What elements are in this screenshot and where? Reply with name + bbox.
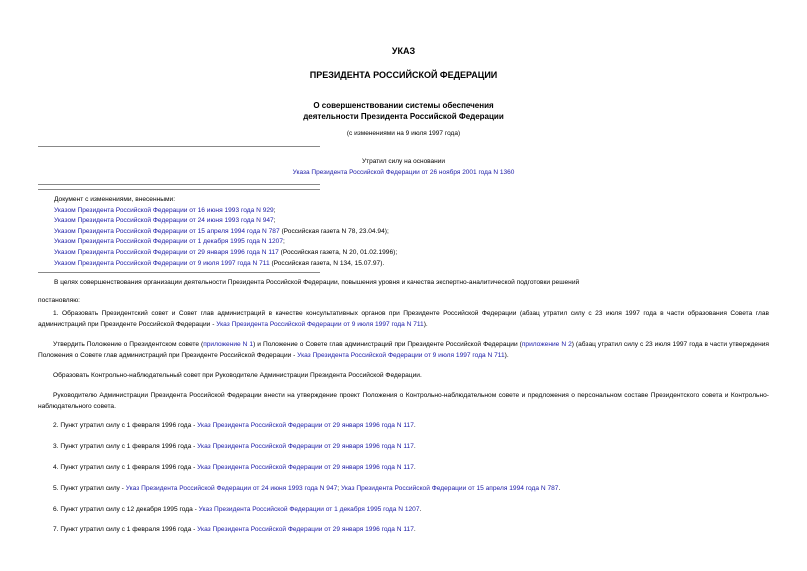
amendment-item: Указом Президента Российской Федерации от 16 июня 1993 года N 929; bbox=[54, 206, 276, 214]
point-5: 5. Пункт утратил силу - Указ Президента Российской Федерации от 24 июня 1993 года N 947; Указ Президента Российской Федерации от 15 апреля 1994 года N 787. bbox=[53, 485, 561, 492]
appendix-1-link[interactable]: приложение N 1 bbox=[203, 341, 254, 348]
amendment-link[interactable]: Указом Президента Российской Федерации от 1 декабря 1995 года N 1207 bbox=[54, 238, 284, 246]
point-3: 3. Пункт утратил силу с 1 февраля 1996 года - Указ Президента Российской Федерации от 29 января 1996 года N 117. bbox=[53, 443, 416, 450]
amendment-link[interactable]: Указом Президента Российской Федерации от 29 января 1996 года N 117 bbox=[54, 249, 279, 256]
point-7: 7. Пункт утратил силу с 1 февраля 1996 года - Указ Президента Российской Федерации от 29 января 1996 года N 117. bbox=[53, 526, 416, 533]
amendment-item: Указом Президента Российской Федерации от 24 июня 1993 года N 947; bbox=[54, 217, 276, 225]
decree-word: постановляю: bbox=[38, 297, 81, 304]
subtitle-line-1: О совершенствовании системы обеспечения bbox=[313, 101, 494, 110]
decree-link[interactable]: Указ Президента Российской Федерации от 9 июля 1997 года N 711 bbox=[216, 320, 424, 328]
void-decree-link[interactable]: Указа Президента Российской Федерации от 26 ноября 2001 года N 1360 bbox=[292, 169, 515, 176]
paragraph-1: 1. Образовать Президентский совет и Совет глав администраций в качестве консультативных органов при Президенте Российской Федерации (абзац утратил силу с 23 июля 1997 года в части образования Совета глав администраций при Президенте Российской Федерации - Указ Президента Российской Федерации от 9 июля 1997 года N 711). bbox=[38, 310, 769, 328]
point-2: 2. Пункт утратил силу с 1 февраля 1996 года - Указ Президента Российской Федерации от 29 января 1996 года N 117. bbox=[53, 422, 416, 429]
amendment-link[interactable]: Указом Президента Российской Федерации от 9 июля 1997 года N 711 bbox=[54, 259, 270, 267]
point-6: 6. Пункт утратил силу с 12 декабря 1995 года - Указ Президента Российской Федерации от 1 декабря 1995 года N 1207. bbox=[53, 506, 422, 513]
point-4: 4. Пункт утратил силу с 1 февраля 1996 года - Указ Президента Российской Федерации от 29 января 1996 года N 117. bbox=[53, 464, 416, 471]
paragraph-council: Образовать Контрольно-наблюдательный совет при Руководителе Администрации Президента Российской Федерации. bbox=[53, 372, 422, 379]
appendix-2-link[interactable]: приложение N 2 bbox=[521, 341, 572, 348]
title-president: ПРЕЗИДЕНТА РОССИЙСКОЙ ФЕДЕРАЦИИ bbox=[309, 70, 498, 80]
decree-link[interactable]: Указ Президента Российской Федерации от 29 января 1996 года N 117 bbox=[197, 526, 414, 533]
amendment-item: Указом Президента Российской Федерации от 15 апреля 1994 года N 787 (Российская газета N 78, 23.04.94); bbox=[54, 227, 389, 235]
subtitle-line-2: деятельности Президента Российской Федерации bbox=[303, 112, 504, 121]
separator-line bbox=[38, 272, 320, 273]
amendment-item: Указом Президента Российской Федерации от 9 июля 1997 года N 711 (Российская газета, N 134, 15.07.97). bbox=[54, 259, 385, 267]
amendment-note: (с изменениями на 9 июля 1997 года) bbox=[346, 130, 461, 137]
decree-link[interactable]: Указ Президента Российской Федерации от 29 января 1996 года N 117 bbox=[197, 464, 414, 471]
decree-link[interactable]: Указ Президента Российской Федерации от 1 декабря 1995 года N 1207 bbox=[198, 506, 420, 513]
paragraph-approve: Утвердить Положение о Президентском совете (приложение N 1) и Положение о Совете глав администраций при Президенте Российской Федерации (приложение N 2) (абзац утратил силу с 23 июля 1997 года в части утверждения Положения о Совете глав администраций при Президенте Российской Федерации - Указ Президента Российской Федерации от 9 июля 1997 года N 711). bbox=[38, 341, 769, 359]
amendments-heading: Документ с изменениями, внесенными: bbox=[54, 196, 176, 203]
amendment-item: Указом Президента Российской Федерации от 29 января 1996 года N 117 (Российская газета, N 20, 01.02.1996); bbox=[54, 249, 398, 256]
separator-line bbox=[38, 184, 320, 185]
amendment-link[interactable]: Указом Президента Российской Федерации от 24 июня 1993 года N 947 bbox=[54, 217, 274, 225]
preamble: В целях совершенствования организации деятельности Президента Российской Федерации, повышения уровня и качества экспертно-аналитической подготовки решений bbox=[54, 279, 580, 286]
decree-link[interactable]: Указ Президента Российской Федерации от 9 июля 1997 года N 711 bbox=[297, 351, 505, 359]
void-notice-text: Утратил силу на основании bbox=[361, 158, 446, 165]
decree-link[interactable]: Указ Президента Российской Федерации от 24 июня 1993 года N 947 bbox=[125, 485, 338, 492]
title-ukaz: УКАЗ bbox=[391, 46, 416, 56]
decree-link[interactable]: Указ Президента Российской Федерации от 15 апреля 1994 года N 787 bbox=[340, 485, 559, 492]
decree-link[interactable]: Указ Президента Российской Федерации от 29 января 1996 года N 117 bbox=[197, 443, 414, 450]
separator-line bbox=[38, 146, 320, 147]
amendment-item: Указом Президента Российской Федерации от 1 декабря 1995 года N 1207; bbox=[54, 238, 285, 246]
decree-link[interactable]: Указ Президента Российской Федерации от 29 января 1996 года N 117 bbox=[197, 422, 414, 429]
separator-line bbox=[38, 189, 320, 190]
amendment-link[interactable]: Указом Президента Российской Федерации от 15 апреля 1994 года N 787 bbox=[54, 227, 280, 235]
paragraph-head: Руководителю Администрации Президента Российской Федерации внести на утверждение проект Положения о Контрольно-наблюдательном совете и предложения о персональном составе Президентского совета и Контрольно-наблюдательного совета. bbox=[38, 392, 769, 410]
void-notice-link[interactable] bbox=[0, 169, 807, 176]
amendment-link[interactable]: Указом Президента Российской Федерации от 16 июня 1993 года N 929 bbox=[54, 206, 274, 214]
